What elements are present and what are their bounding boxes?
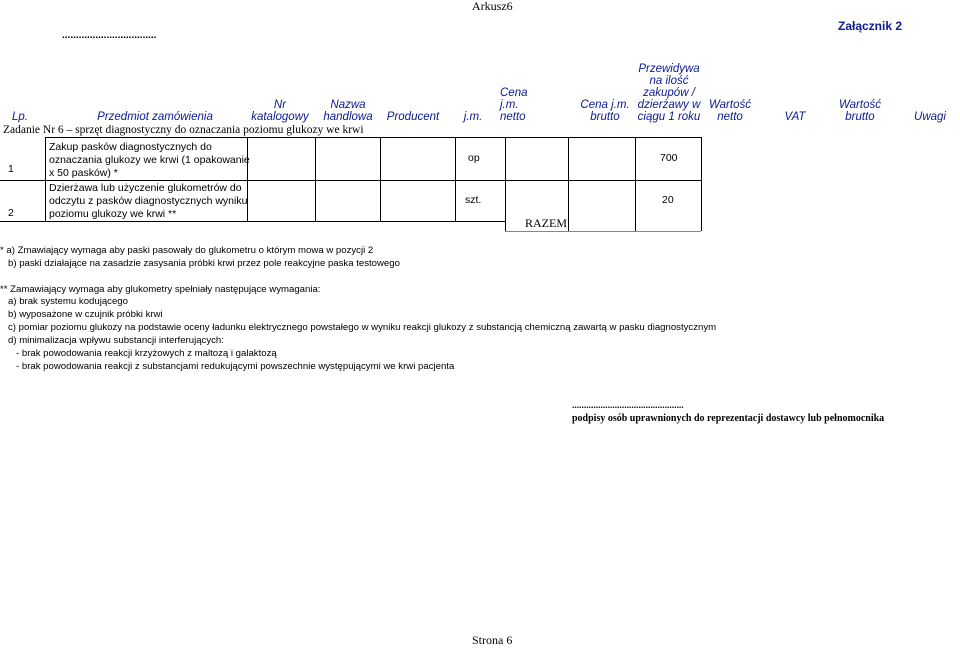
header-ilosc-line4: dzierżawy w xyxy=(637,99,701,111)
header-jm: j.m. xyxy=(463,111,483,123)
grid-col-producent xyxy=(455,137,456,221)
note-5: b) wyposażone w czujnik próbki krwi xyxy=(0,309,163,320)
row-2-desc-line3: poziomu glukozy we krwi ** xyxy=(49,208,177,220)
header-cena-netto-line2: j.m. xyxy=(500,99,519,111)
header-wartosc-netto xyxy=(700,99,760,123)
row-1-qty: 700 xyxy=(660,152,678,164)
note-8: - brak powodowania reakcji krzyżowych z maltozą i galaktozą xyxy=(0,348,277,359)
row-1-lp: 1 xyxy=(8,163,14,175)
header-przedmiot: Przedmiot zamówienia xyxy=(97,111,213,123)
header-nazwa-line1: Nazwa xyxy=(330,99,366,111)
header-cena-brutto-line1: Cena j.m. xyxy=(580,99,630,111)
header-nazwa-handlowa xyxy=(318,99,378,123)
row-2-desc-line1: Dzierżawa lub użyczenie glukometrów do xyxy=(49,182,242,194)
grid-col-brutto xyxy=(635,137,636,231)
header-cena-netto xyxy=(500,87,540,123)
total-label: RAZEM xyxy=(525,216,567,230)
row-1-desc-line2: oznaczania glukozy we krwi (1 opakowanie xyxy=(49,154,250,166)
note-2: b) paski działające na zasadzie zasysania próbki krwi przez pole reakcyjne paska testowego xyxy=(0,258,400,269)
date-placeholder: .................................. xyxy=(62,30,157,41)
header-nr-line2: katalogowy xyxy=(251,111,309,123)
grid-col-jm xyxy=(505,137,506,231)
grid-col-nazwa xyxy=(380,137,381,221)
header-ilosc-line5: ciągu 1 roku xyxy=(637,111,701,123)
grid-col-nr xyxy=(315,137,316,221)
grid-bottom-border xyxy=(0,221,505,222)
row-2-qty: 20 xyxy=(662,194,674,206)
task-title: Zadanie Nr 6 – sprzęt diagnostyczny do oznaczania poziomu glukozy we krwi xyxy=(3,124,364,136)
header-vat: VAT xyxy=(784,111,806,123)
header-nazwa-line2: handlowa xyxy=(323,111,373,123)
note-4: a) brak systemu kodującego xyxy=(0,296,128,307)
grid-col-ilosc xyxy=(701,137,702,231)
grid-col-lp xyxy=(45,137,46,221)
header-wartosc-brutto xyxy=(830,99,890,123)
header-cena-netto-line1: Cena xyxy=(500,87,528,99)
signature-dots: ............................................... xyxy=(572,401,684,411)
grid-total-border xyxy=(505,231,701,232)
row-2-description xyxy=(49,182,247,221)
note-3: ** Zamawiający wymaga aby glukometry spełniały następujące wymagania: xyxy=(0,284,321,295)
header-nr-katalogowy xyxy=(250,99,310,123)
note-7: d) minimalizacja wpływu substancji interferujących: xyxy=(0,335,224,346)
row-1-desc-line3: x 50 pasków) * xyxy=(49,167,118,179)
header-wartosc-brutto-line2: brutto xyxy=(845,111,875,123)
attachment-label: Załącznik 2 xyxy=(838,19,903,33)
note-1: * a) Zmawiający wymaga aby paski pasowały do glukometru o którym mowa w pozycji 2 xyxy=(0,245,374,256)
page-footer: Strona 6 xyxy=(472,633,513,647)
signature-caption: podpisy osób uprawnionych do reprezentacji dostawcy lub pełnomocnika xyxy=(572,413,885,424)
row-1-desc-line1: Zakup pasków diagnostycznych do xyxy=(49,141,212,153)
header-wartosc-netto-line1: Wartość xyxy=(709,99,751,111)
grid-top-border xyxy=(45,137,701,138)
header-ilosc-line3: zakupów / xyxy=(643,87,695,99)
row-2-desc-line2: odczytu z pasków diagnostycznych wyniku xyxy=(49,195,248,207)
sheet-title: Arkusz6 xyxy=(472,0,513,13)
row-1-jm: op xyxy=(468,152,480,164)
header-producent: Producent xyxy=(386,111,440,123)
row-1-description xyxy=(49,141,250,180)
header-ilosc-line2: na ilość xyxy=(649,75,689,87)
header-lp: Lp. xyxy=(12,111,28,123)
header-cena-brutto-line2: brutto xyxy=(590,111,620,123)
header-uwagi: Uwagi xyxy=(914,111,946,123)
grid-col-cena xyxy=(568,137,569,231)
grid-row-divider xyxy=(0,180,701,181)
header-wartosc-brutto-line1: Wartość xyxy=(839,99,881,111)
row-2-lp: 2 xyxy=(8,207,14,219)
note-6: c) pomiar poziomu glukozy na podstawie oceny ładunku elektrycznego powstałego w wyniku reakcji glukozy z substancją chemiczną zawartą w pasku diagnostycznym xyxy=(0,322,717,333)
header-ilosc xyxy=(634,63,704,123)
header-nr-line1: Nr xyxy=(273,99,287,111)
header-cena-brutto xyxy=(575,99,635,123)
note-9: - brak powodowania reakcji z substancjami redukującymi powszechnie występującymi we krwi pacjenta xyxy=(0,361,455,372)
header-cena-netto-line3: netto xyxy=(500,111,526,123)
header-ilosc-line1: Przewidywa xyxy=(638,63,700,75)
row-2-jm: szt. xyxy=(465,194,482,206)
header-wartosc-netto-line2: netto xyxy=(717,111,743,123)
